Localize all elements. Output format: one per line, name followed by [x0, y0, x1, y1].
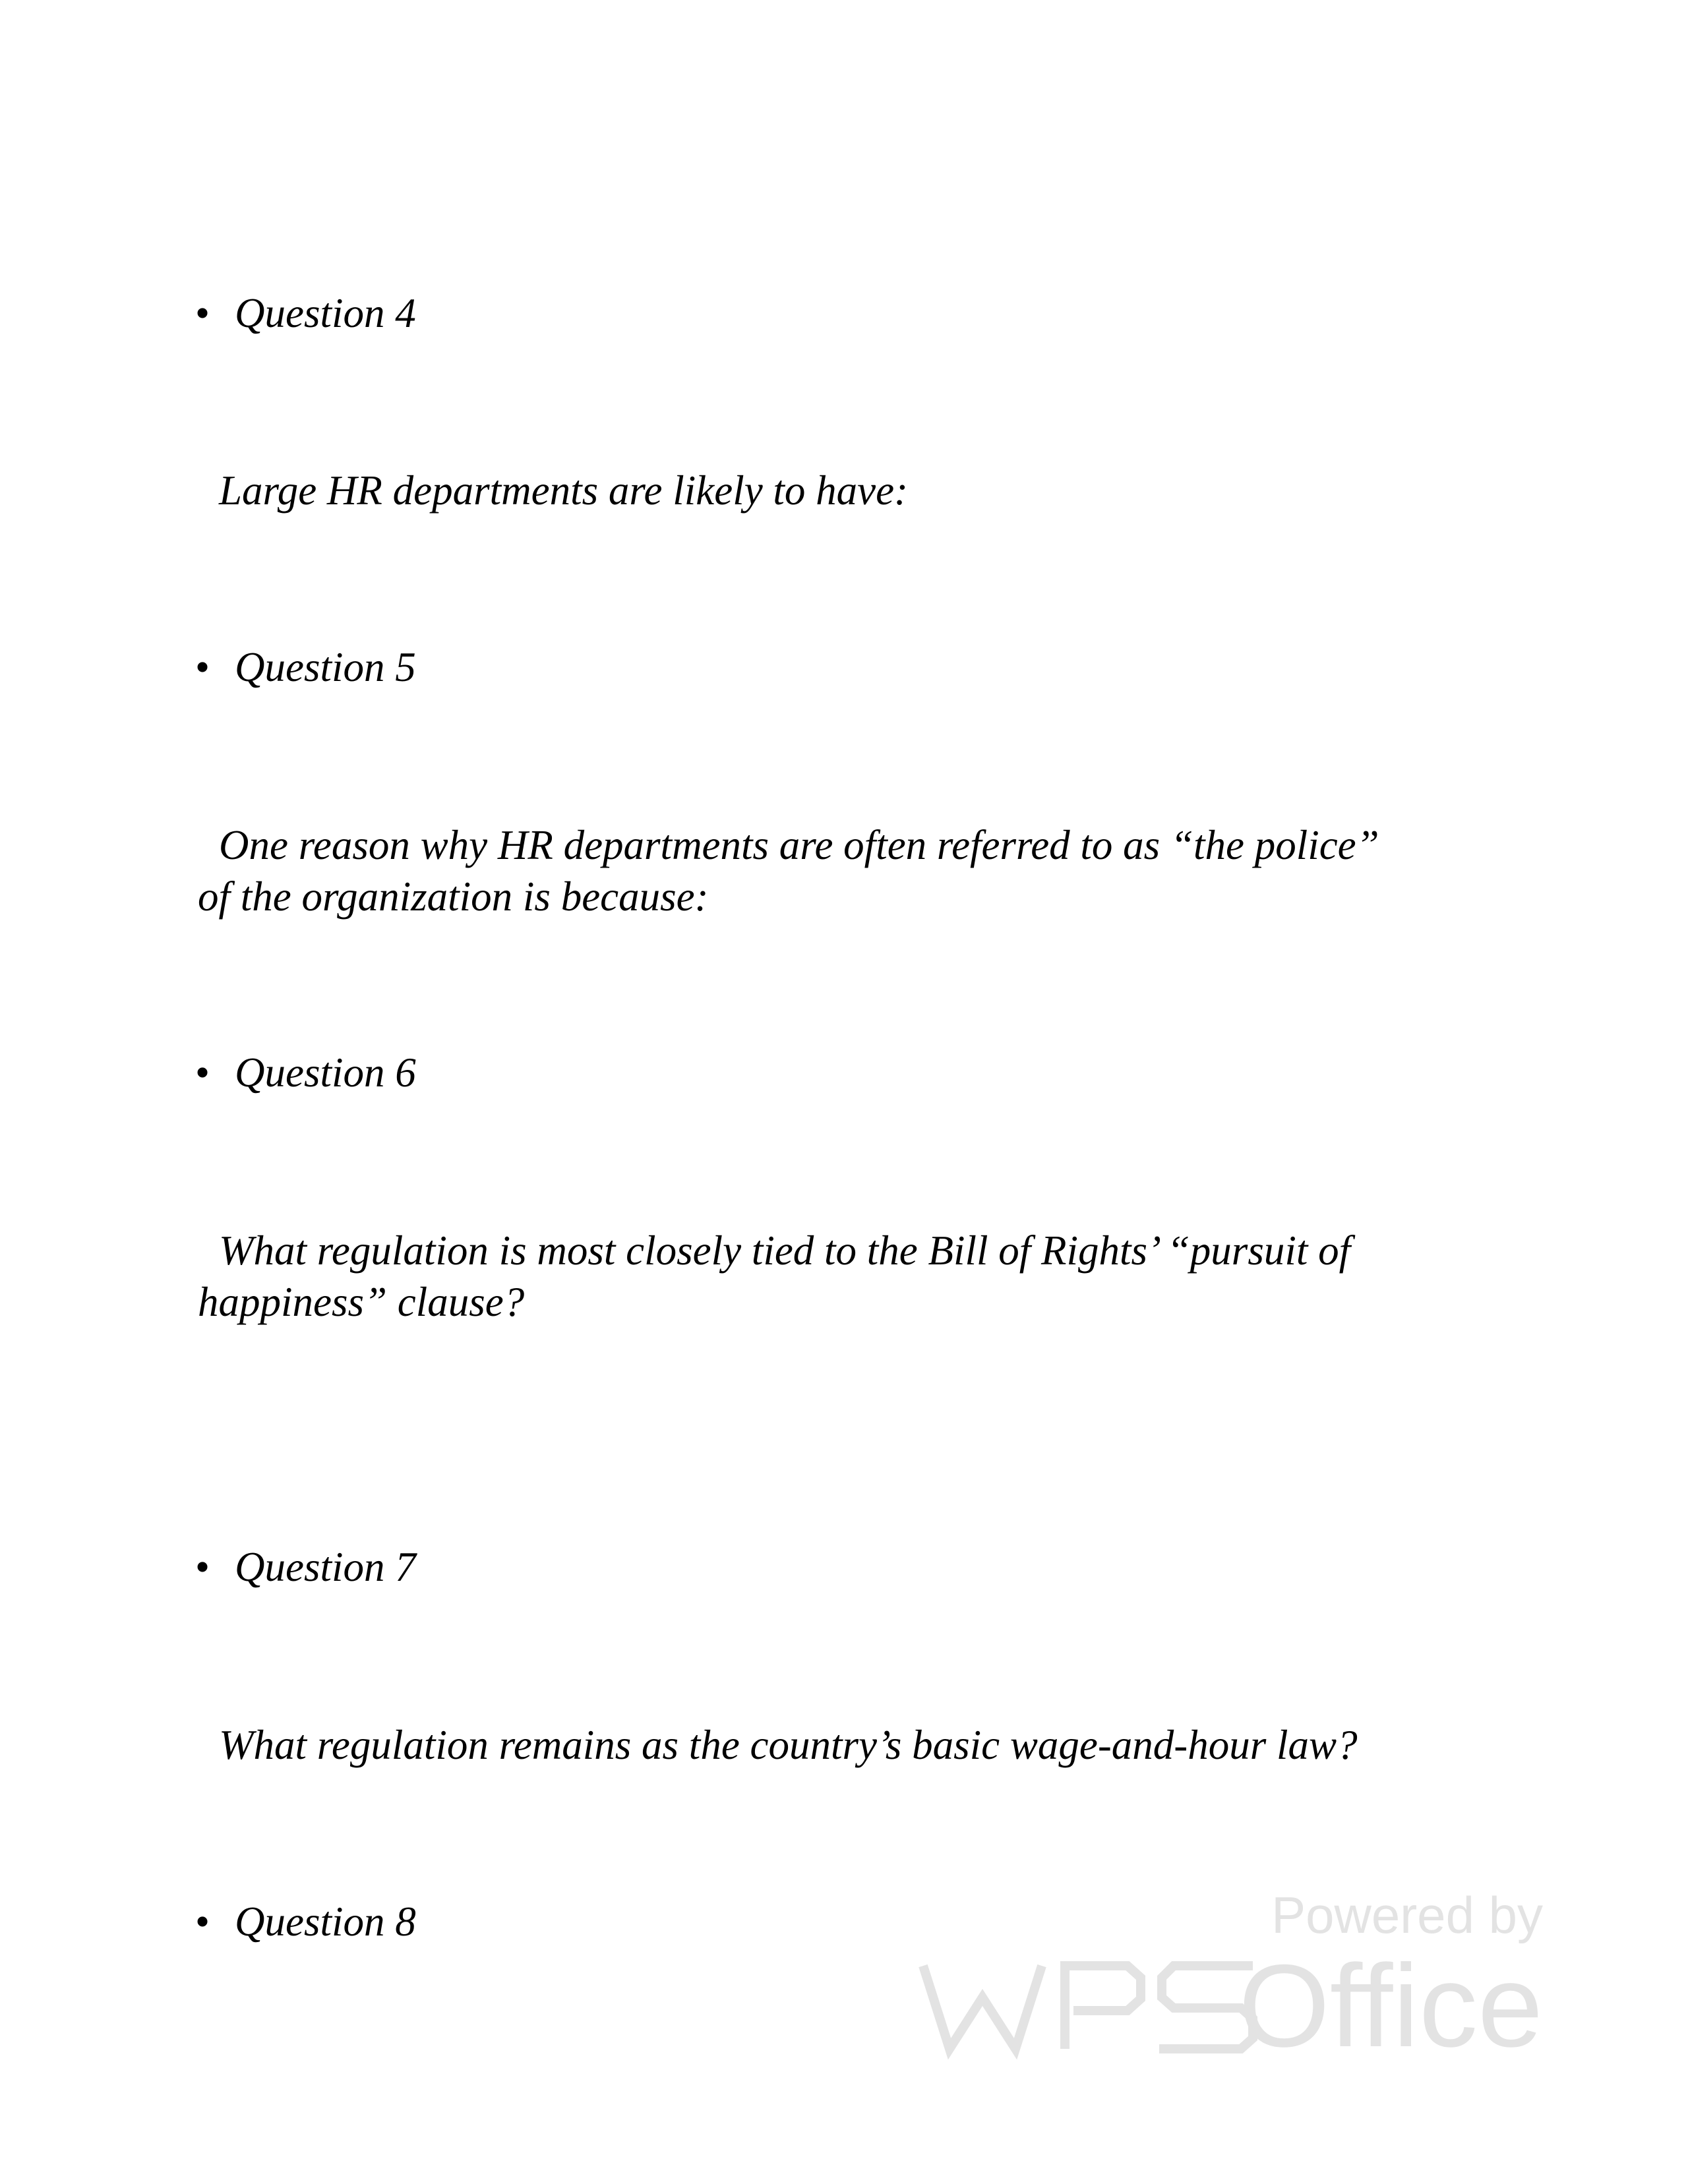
wps-logo-icon	[917, 1949, 1259, 2057]
question-heading-4	[195, 287, 416, 339]
question-label: Question 7	[235, 1544, 416, 1590]
bullet: •	[195, 1049, 210, 1096]
question-label: Question 5	[235, 644, 416, 690]
question-heading-8	[195, 1896, 416, 1947]
question-label: Question 8	[235, 1899, 416, 1945]
question-text: Large HR departments are likely to have:	[219, 467, 909, 514]
watermark-brand: WPS	[917, 1949, 941, 1961]
question-text: What regulation remains as the country’s basic wage-and-hour law?	[219, 1722, 1358, 1768]
bullet: •	[195, 1544, 210, 1590]
wps-office-watermark	[917, 1885, 1550, 2070]
question-label: Question 4	[235, 290, 416, 336]
question-heading-7	[195, 1541, 416, 1593]
bullet: •	[195, 644, 210, 690]
question-heading-5	[195, 641, 416, 693]
question-heading-6	[195, 1047, 416, 1098]
question-text-line-2: of the organization is because:	[198, 873, 709, 920]
bullet: •	[195, 1899, 210, 1945]
bullet: •	[195, 290, 210, 336]
question-text-line-1: One reason why HR departments are often referred to as “the police”	[219, 822, 1379, 868]
watermark-product: Office	[1238, 1940, 1543, 2071]
question-text-line-2: happiness” clause?	[198, 1279, 525, 1325]
question-text-line-1: What regulation is most closely tied to the Bill of Rights’ “pursuit of	[219, 1227, 1351, 1274]
watermark-powered-by: Powered by	[1271, 1886, 1543, 1944]
question-label: Question 6	[235, 1049, 416, 1096]
